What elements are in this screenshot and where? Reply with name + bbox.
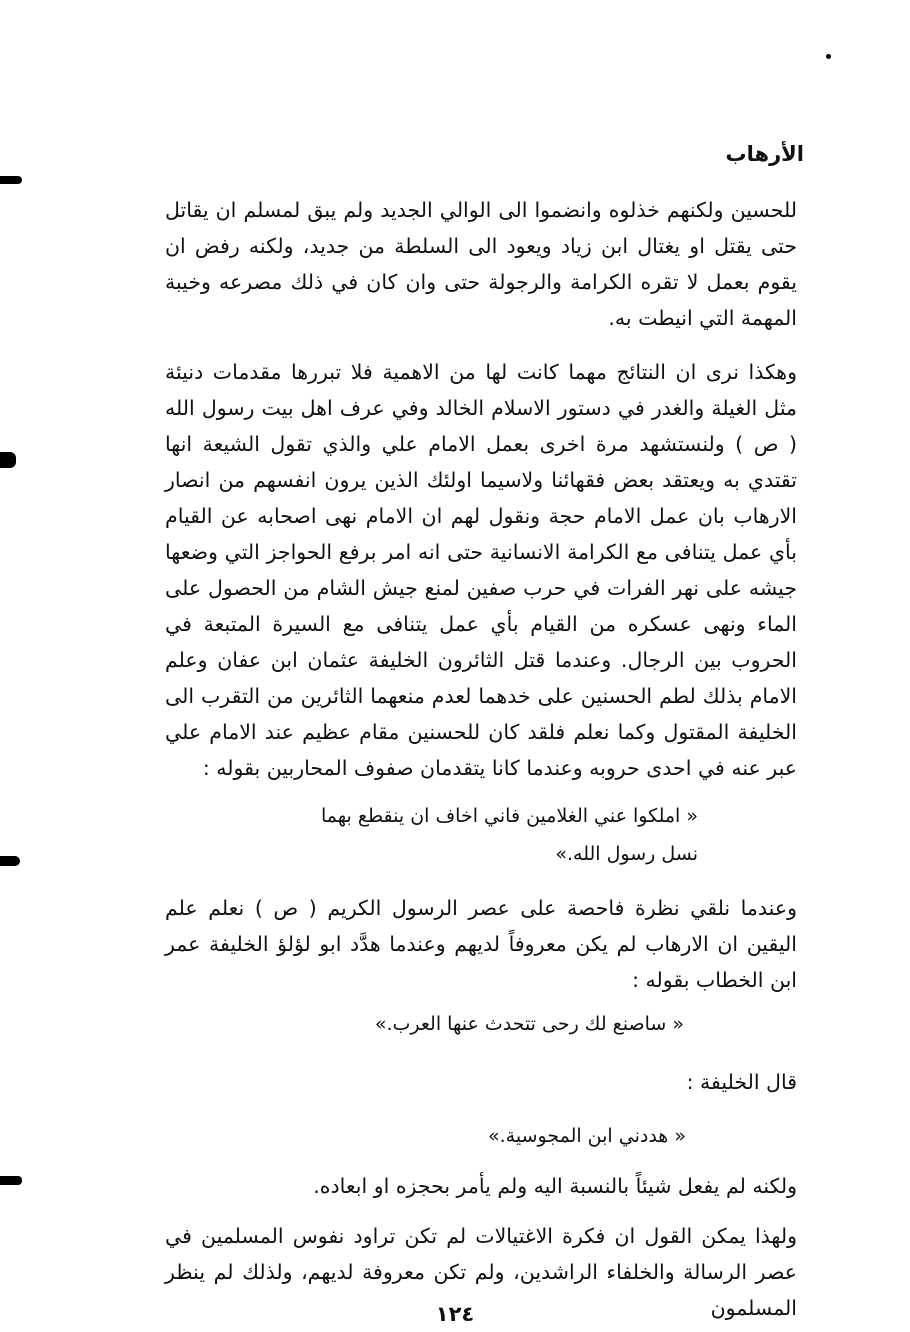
- running-header: الأرهاب: [725, 142, 804, 166]
- block-quote: [488, 1117, 686, 1155]
- paragraph: وعندما نلقي نظرة فاحصة على عصر الرسول الكريم ( ص ) نعلم علم اليقين ان الارهاب لم يكن معروفاً لديهم وعندما هدَّد ابو لؤلؤ الخليفة عمر ابن الخطاب بقوله :: [165, 896, 797, 992]
- margin-mark: [0, 452, 16, 468]
- quote-line: « املكوا عني الغلامين فاني اخاف ان ينقطع بهما: [320, 805, 698, 827]
- paragraph: ولكنه لم يفعل شيئاً بالنسبة اليه ولم يأمر بحجزه او ابعاده.: [313, 1174, 797, 1198]
- block-quote: [375, 1005, 684, 1043]
- quote-line: نسل رسول الله.»: [555, 843, 698, 865]
- paragraph: للحسين ولكنهم خذلوه وانضموا الى الوالي الجديد ولم يبق لمسلم ان يقاتل حتى يقتل او يغتال ابن زياد ويعود الى السلطة من جديد، ولكنه رفض ان يقوم بعمل لا تقره الكرامة والرجولة حتى وان كان في ذلك مصرعه وخيبة المهمة التي انيطت به.: [165, 198, 797, 330]
- quote-line: « ساصنع لك رحى تتحدث عنها العرب.»: [374, 1013, 684, 1035]
- ink-dot: [826, 54, 831, 59]
- paragraph: ولهذا يمكن القول ان فكرة الاغتيالات لم تكن تراود نفوس المسلمين في عصر الرسالة والخلفاء الراشدين، ولم تكن معروفة لديهم، ولذلك لم ينظر المسلمون: [165, 1224, 797, 1320]
- page-number: ١٢٤: [435, 1302, 475, 1326]
- margin-mark: [0, 856, 20, 866]
- margin-mark: [0, 176, 22, 184]
- paragraph: قال الخليفة :: [686, 1070, 797, 1094]
- block-quote: [321, 797, 698, 873]
- paragraph: وهكذا نرى ان النتائج مهما كانت لها من الاهمية فلا تبررها مقدمات دنيئة مثل الغيلة والغدر في دستور الاسلام الخالد وفي عرف اهل بيت رسول الله ( ص ) ولنستشهد مرة اخرى بعمل الامام علي والذي تقول الشيعة انها تقتدي به ويعتقد بعض فقهائنا ولاسيما اولئك الذين يرون انفسهم من انصار الارهاب بان عمل الامام حجة ونقول لهم ان الامام نهى اصحابه عن القيام بأي عمل يتنافى مع الكرامة الانسانية حتى انه امر برفع الحواجز التي وضعها جيشه على نهر الفرات في حرب صفين لمنع جيش الشام من الحصول على الماء ونهى عسكره من القيام بأي عمل يتنافى مع السيرة المتبعة في الحروب بين الرجال. وعندما قتل الثائرون الخليفة عثمان ابن عفان وعلم الامام بذلك لطم الحسنين على خدهما لعدم منعهما الثائرين من التقرب الى الخليفة المقتول وكما نعلم فلقد كان للحسنين مقام عظيم عند الامام علي عبر عنه في احدى حروبه وعندما كانا يتقدمان صفوف المحاربين بقوله :: [165, 360, 797, 780]
- quote-line: « هددني ابن المجوسية.»: [488, 1125, 686, 1147]
- margin-mark: [0, 1176, 22, 1185]
